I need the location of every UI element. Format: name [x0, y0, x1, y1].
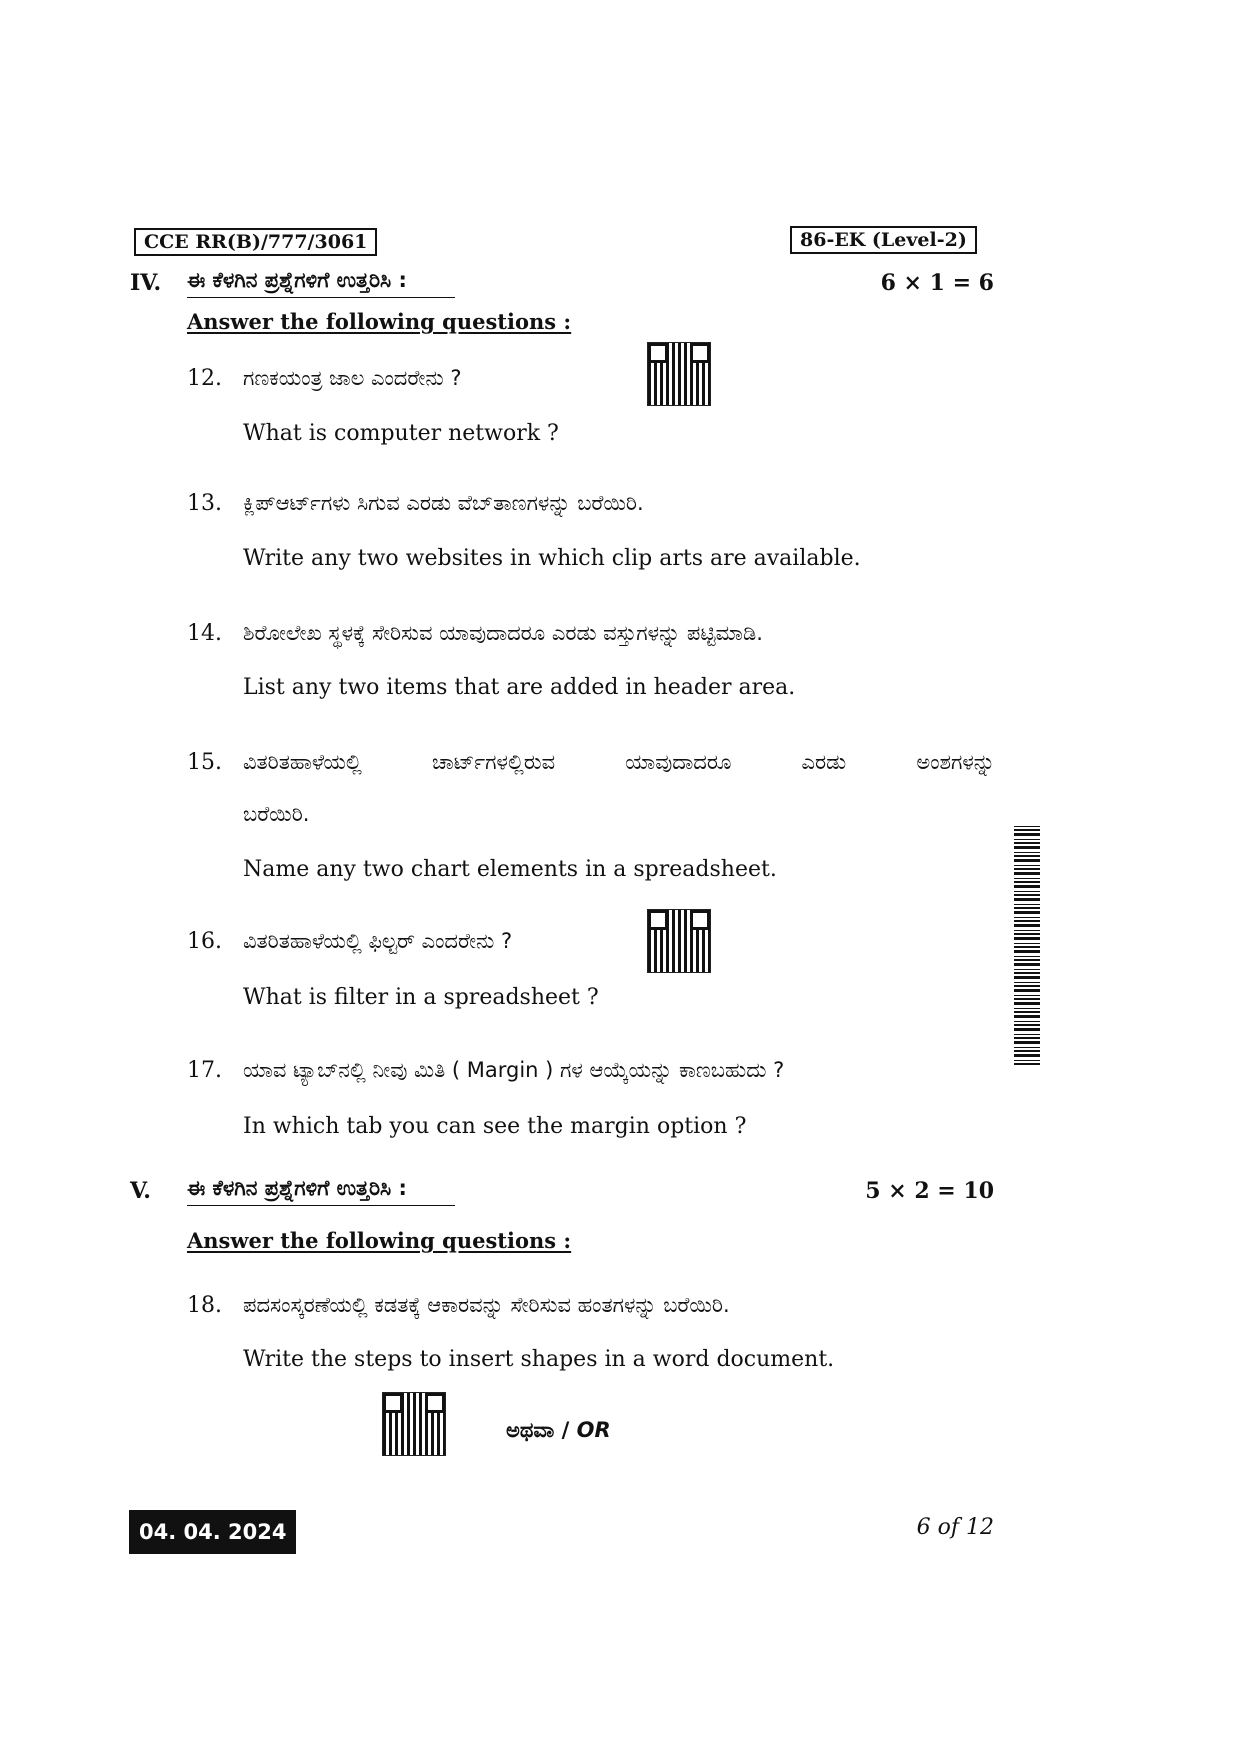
qr-code-icon	[648, 910, 710, 972]
question-14-number: 14.	[187, 621, 222, 646]
or-english: OR	[576, 1418, 611, 1442]
section-iv-en-instruction: Answer the following questions :	[187, 309, 572, 334]
question-18-kannada: ಪದಸಂಸ್ಕರಣೆಯಲ್ಲಿ ಕಡತಕ್ಕೆ ಆಕಾರವನ್ನು ಸೇರಿಸುವ ಹಂತಗಳನ್ನು ಬರೆಯಿರಿ.	[243, 1293, 730, 1317]
question-15-kannada-cont: ಬರೆಯಿರಿ.	[243, 802, 310, 826]
question-16-kannada: ವಿತರಿತಹಾಳೆಯಲ್ಲಿ ಫಿಲ್ಟರ್ ಎಂದರೇನು ?	[243, 929, 513, 953]
qr-code-icon	[383, 1393, 445, 1455]
section-v-number: V.	[130, 1178, 151, 1204]
exam-date: 04. 04. 2024	[129, 1510, 296, 1554]
question-14-kannada: ಶಿರೋಲೇಖ ಸ್ಥಳಕ್ಕೆ ಸೇರಿಸುವ ಯಾವುದಾದರೂ ಎರಡು ವಸ್ತುಗಳನ್ನು ಪಟ್ಟಿಮಾಡಿ.	[243, 621, 763, 645]
paper-code: CCE RR(B)/777/3061	[134, 228, 377, 256]
question-15-english: Name any two chart elements in a spreadsheet.	[243, 857, 777, 882]
question-18-number: 18.	[187, 1293, 222, 1318]
qr-code-icon	[648, 343, 710, 405]
section-v-en-instruction: Answer the following questions :	[187, 1228, 572, 1253]
question-13-kannada: ಕ್ಲಿಪ್‌ಆರ್ಟ್‌ಗಳು ಸಿಗುವ ಎರಡು ವೆಬ್‌ತಾಣಗಳನ್ನು ಬರೆಯಿರಿ.	[243, 491, 644, 515]
question-12-number: 12.	[187, 366, 222, 391]
or-kannada: ಅಥವಾ /	[506, 1418, 570, 1442]
question-12-kannada: ಗಣಕಯಂತ್ರ ಜಾಲ ಎಂದರೇನು ?	[243, 366, 462, 390]
question-14-english: List any two items that are added in header area.	[243, 675, 796, 700]
section-v-marks: 5 × 2 = 10	[865, 1178, 994, 1204]
question-17-number: 17.	[187, 1058, 222, 1083]
page-number: 6 of 12	[916, 1515, 994, 1540]
question-15-kannada: ವಿತರಿತಹಾಳೆಯಲ್ಲಿ ಚಾರ್ಟ್‌ಗಳಲ್ಲಿರುವ ಯಾವುದಾದರೂ ಎರಡು ಅಂಶಗಳನ್ನು	[243, 750, 995, 774]
section-iv-number: IV.	[130, 270, 162, 296]
section-iv-kn-instruction: ಈ ಕೆಳಗಿನ ಪ್ರಶ್ನೆಗಳಿಗೆ ಉತ್ತರಿಸಿ :	[187, 268, 455, 298]
question-18-english: Write the steps to insert shapes in a word document.	[243, 1347, 835, 1372]
section-v-kn-instruction: ಈ ಕೆಳಗಿನ ಪ್ರಶ್ನೆಗಳಿಗೆ ಉತ್ತರಿಸಿ :	[187, 1176, 455, 1206]
question-13-english: Write any two websites in which clip arts are available.	[243, 546, 861, 571]
barcode-icon	[1014, 825, 1040, 1065]
subject-code: 86-EK (Level-2)	[790, 226, 977, 254]
question-12-english: What is computer network ?	[243, 421, 559, 446]
question-17-english: In which tab you can see the margin option ?	[243, 1114, 747, 1139]
question-13-number: 13.	[187, 491, 222, 516]
question-15-number: 15.	[187, 750, 222, 775]
section-iv-marks: 6 × 1 = 6	[880, 270, 994, 296]
or-separator	[506, 1418, 611, 1443]
question-16-number: 16.	[187, 929, 222, 954]
question-17-kannada: ಯಾವ ಟ್ಯಾಬ್‌ನಲ್ಲಿ ನೀವು ಮಿತಿ ( Margin ) ಗಳ ಆಯ್ಕೆಯನ್ನು ಕಾಣಬಹುದು ?	[243, 1058, 785, 1082]
question-16-english: What is filter in a spreadsheet ?	[243, 985, 599, 1010]
